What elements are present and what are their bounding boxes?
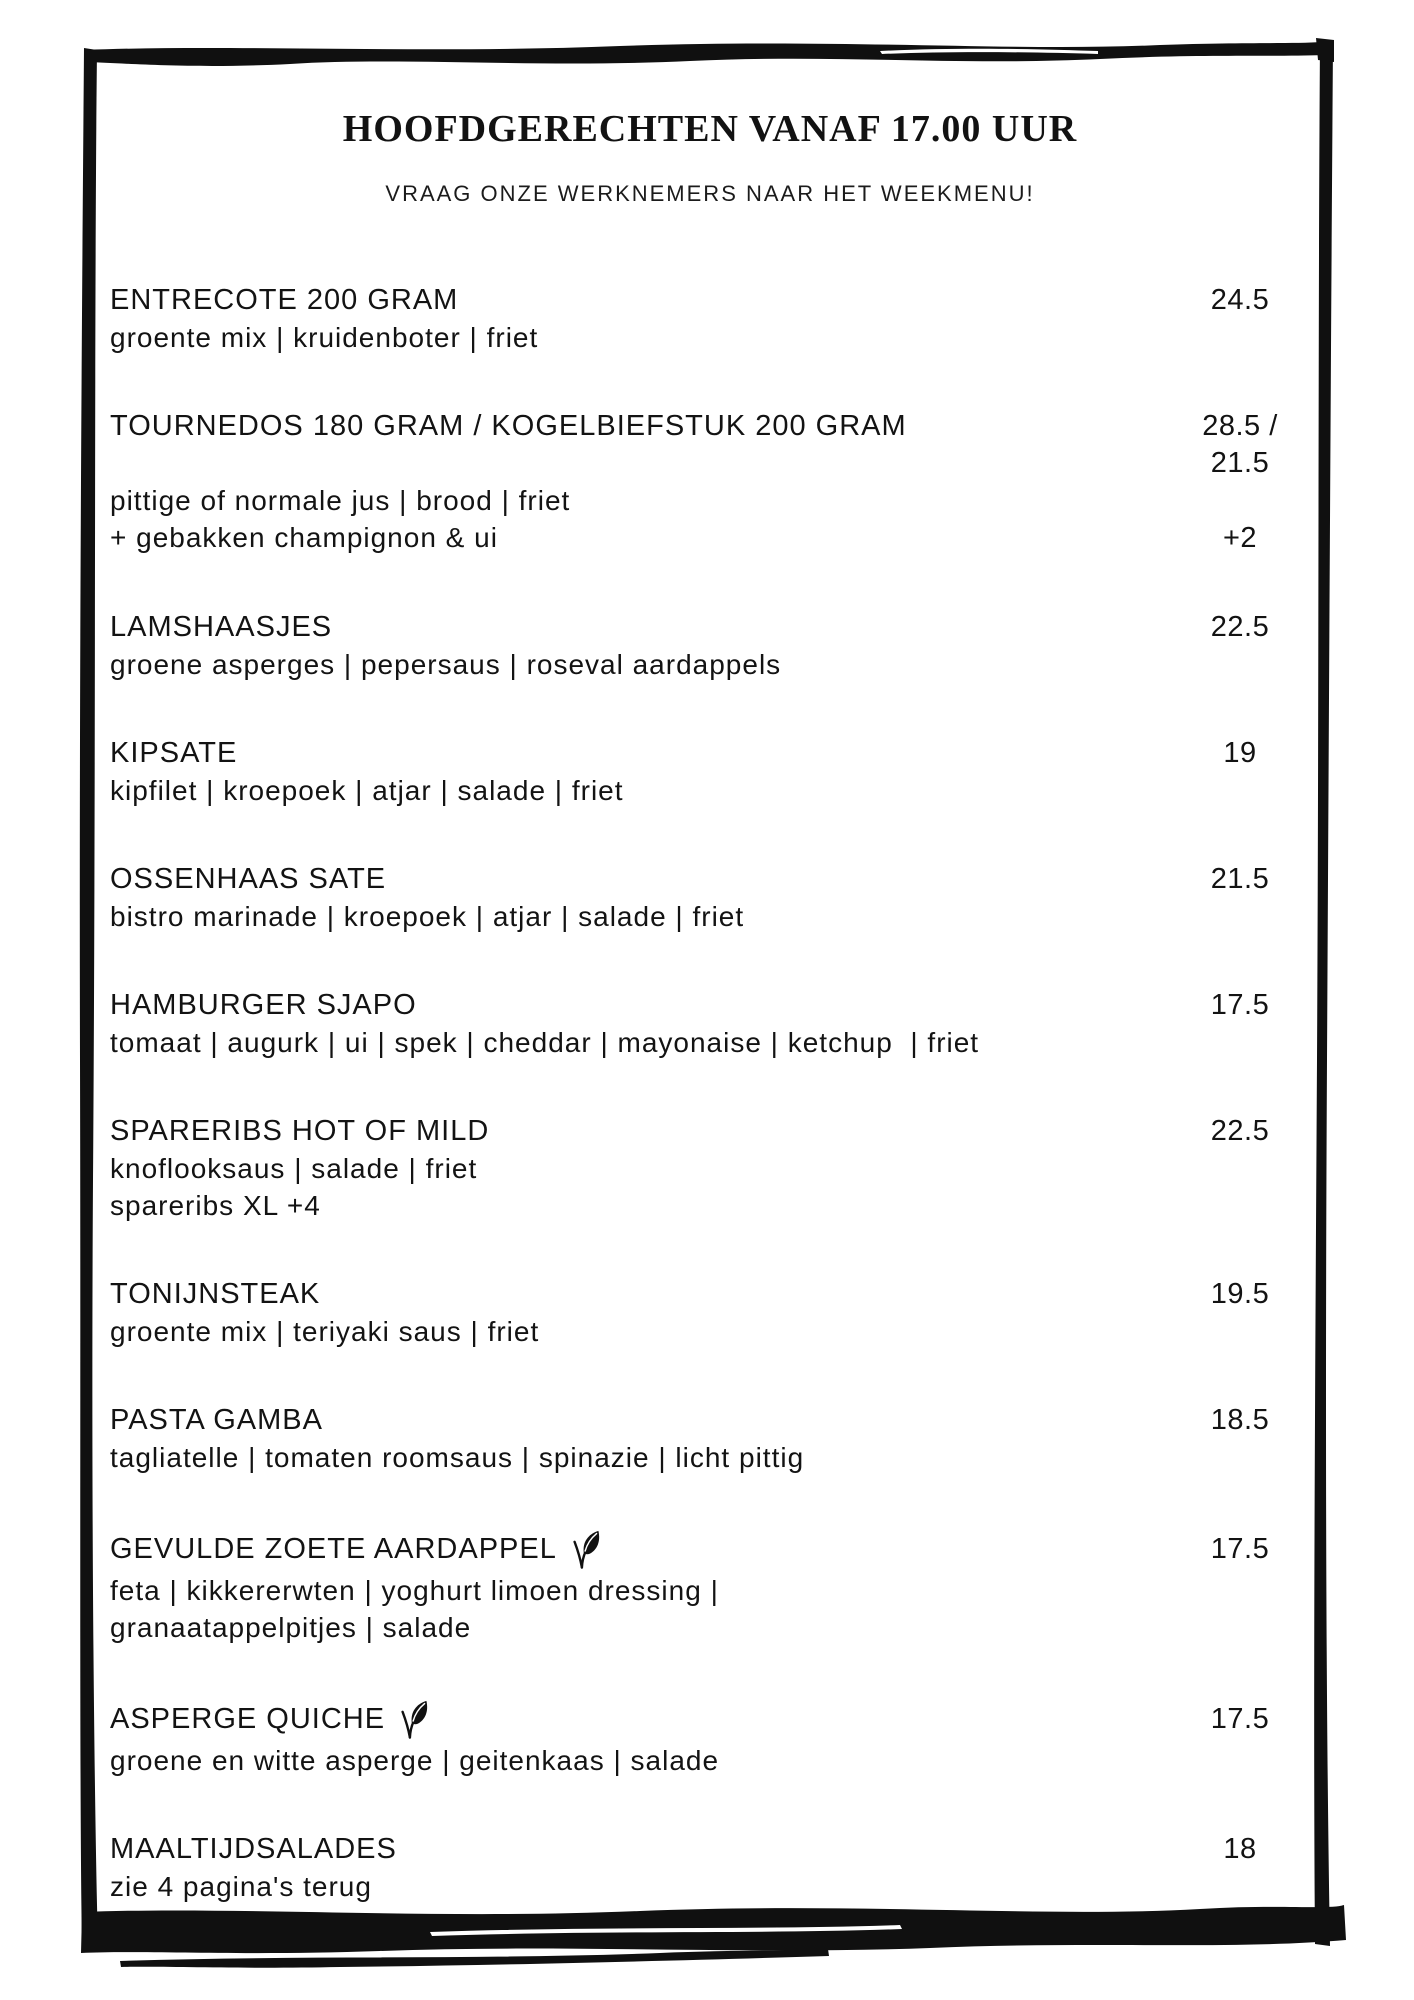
menu-item [110,282,1310,356]
item-price: 24.5 [1210,283,1270,316]
menu-item-name-wrap [110,1831,1170,1868]
item-line [110,519,1310,557]
item-description: tomaat | augurk | ui | spek | cheddar | mayonaise | ketchup | friet [110,1026,980,1058]
menu-item-name-wrap [110,735,1170,772]
menu-item-head [110,1831,1310,1868]
item-name: GEVULDE ZOETE AARDAPPEL [110,1533,557,1566]
item-lines [110,772,1310,809]
menu-item-head [110,1698,1310,1742]
item-price: 22.5 [1210,1114,1270,1147]
menu-item [110,1113,1310,1224]
item-lines [110,646,1310,683]
item-name: TOURNEDOS 180 GRAM / KOGELBIEFSTUK 200 GRAM [110,409,907,442]
item-line [110,1150,1310,1187]
menu-item-name-wrap [110,987,1170,1024]
menu-item-head [110,1276,1310,1313]
item-lines [110,898,1310,935]
item-description: feta | kikkererwten | yoghurt limoen dressing | [110,1574,719,1606]
menu-item [110,987,1310,1061]
item-description: pittige of normale jus | brood | friet [110,484,571,516]
menu-item-name-wrap [110,282,1170,319]
item-name: SPARERIBS HOT OF MILD [110,1114,490,1147]
menu-item [110,1276,1310,1350]
menu-item-head [110,1113,1310,1150]
item-lines [110,482,1310,557]
item-price: 17.5 [1210,1533,1270,1566]
item-lines [110,1742,1310,1779]
item-price: 28.5 / 21.5 [1202,409,1278,479]
menu-item-head [110,735,1310,772]
item-description: spareribs XL +4 [110,1189,321,1221]
item-lines [110,1150,1310,1224]
item-line [110,1024,1310,1061]
menu-items [110,282,1310,1905]
item-name: LAMSHAASJES [110,610,333,643]
menu-item-head [110,1528,1310,1572]
item-description: groene en witte asperge | geitenkaas | salade [110,1744,720,1776]
item-line [110,1609,1310,1646]
item-description: + gebakken champignon & ui [110,521,498,553]
menu-item [110,408,1310,557]
item-name: HAMBURGER SJAPO [110,988,417,1021]
menu-item [110,1402,1310,1476]
menu-item-head [110,609,1310,646]
item-line [110,646,1310,683]
menu-item [110,1698,1310,1779]
item-name: KIPSATE [110,736,238,769]
item-description: kipfilet | kroepoek | atjar | salade | friet [110,774,624,806]
item-lines [110,1439,1310,1476]
menu-item [110,609,1310,683]
menu-item-head [110,987,1310,1024]
item-extra-price: +2 [1222,521,1258,554]
page-subtitle: VRAAG ONZE WERKNEMERS NAAR HET WEEKMENU! [385,180,1035,206]
item-lines [110,319,1310,356]
menu-item [110,735,1310,809]
item-line [110,1187,1310,1224]
item-line [110,1742,1310,1779]
item-name: PASTA GAMBA [110,1403,323,1436]
item-line [110,1868,1310,1905]
menu-item [110,1831,1310,1905]
menu-item-head [110,408,1310,482]
menu-item [110,861,1310,935]
menu-item-name-wrap [110,1528,1170,1572]
menu-item-name-wrap [110,1276,1170,1313]
menu-item-name-wrap [110,1402,1170,1439]
item-description: groene asperges | pepersaus | roseval aardappels [110,648,782,680]
item-name: MAALTIJDSALADES [110,1832,397,1865]
item-line [110,1572,1310,1609]
item-description: granaatappelpitjes | salade [110,1611,472,1643]
menu-item-name-wrap [110,861,1170,898]
vegetarian-leaf-icon [398,1699,431,1743]
item-price: 19.5 [1210,1277,1270,1310]
menu-item-name-wrap [110,408,1170,445]
menu-item-head [110,282,1310,319]
item-lines [110,1868,1310,1905]
vegetarian-leaf-icon [570,1529,603,1573]
item-price: 17.5 [1210,988,1270,1021]
menu-item-head [110,861,1310,898]
item-price: 18 [1223,1832,1257,1865]
item-name: ASPERGE QUICHE [110,1703,386,1736]
item-line [110,319,1310,356]
menu-content [110,0,1310,1957]
item-description: knoflooksaus | salade | friet [110,1152,478,1184]
item-line [110,898,1310,935]
item-description: bistro marinade | kroepoek | atjar | salade | friet [110,900,745,932]
menu-item-name-wrap [110,1113,1170,1150]
item-price: 21.5 [1210,862,1270,895]
menu-item-head [110,1402,1310,1439]
item-price: 22.5 [1210,610,1270,643]
item-name: OSSENHAAS SATE [110,862,387,895]
item-price: 17.5 [1210,1703,1270,1736]
menu-item [110,1528,1310,1646]
item-lines [110,1024,1310,1061]
item-price: 19 [1223,736,1257,769]
item-description: tagliatelle | tomaten roomsaus | spinazie | licht pittig [110,1441,805,1473]
item-line [110,1313,1310,1350]
item-price: 18.5 [1210,1403,1270,1436]
item-line [110,1439,1310,1476]
item-description: zie 4 pagina's terug [110,1870,372,1902]
item-line [110,772,1310,809]
item-line [110,482,1310,519]
item-description: groente mix | teriyaki saus | friet [110,1315,540,1347]
item-lines [110,1572,1310,1646]
item-name: TONIJNSTEAK [110,1277,321,1310]
menu-item-name-wrap [110,1698,1170,1742]
item-name: ENTRECOTE 200 GRAM [110,283,459,316]
item-lines [110,1313,1310,1350]
page-title: HOOFDGERECHTEN VANAF 17.00 UUR [342,108,1078,151]
menu-item-name-wrap [110,609,1170,646]
item-description: groente mix | kruidenboter | friet [110,321,539,353]
